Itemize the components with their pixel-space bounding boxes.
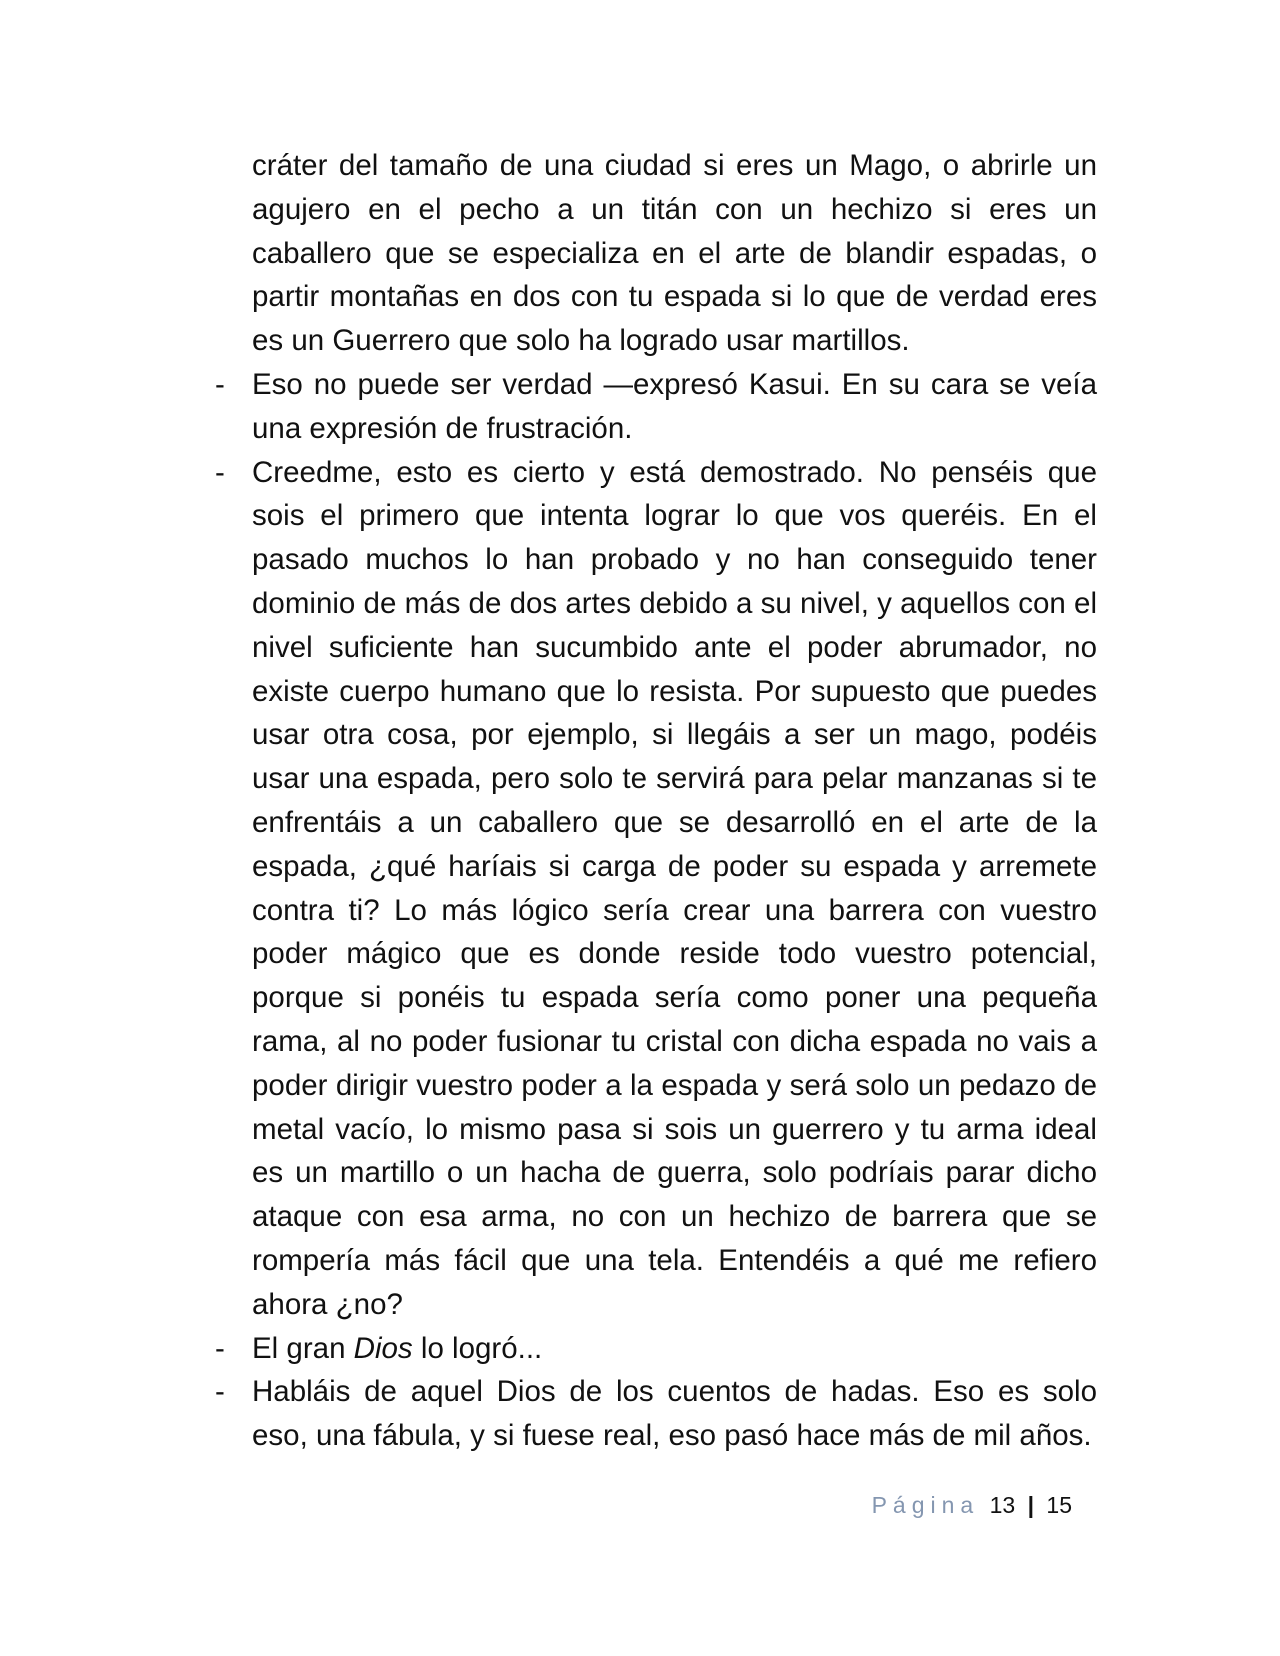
dialogue-italic-text: Dios — [353, 1331, 413, 1365]
page-separator: | — [1027, 1492, 1035, 1518]
dialogue-text: El gran — [252, 1331, 354, 1365]
dialogue-line: - Creedme, esto es cierto y está demostrado. No penséis que sois el primero que intenta lograr lo que vos queréis. En el pasado muchos lo han probado y no han conseguido tener dominio de más de dos artes debido a su nivel, y aquellos con el nivel suficiente han sucumbido ante el poder abrumador, no existe cuerpo humano que lo resista. Por supuesto que puedes usar otra cosa, por ejemplo, si llegáis a ser un mago, podéis usar una espada, pero solo te servirá para pelar manzanas si te enfrentáis a un caballero que se desarrolló en el arte de la espada, ¿qué haríais si carga de poder su espada y arremete contra ti? Lo más lógico sería crear una barrera con vuestro poder mágico que es donde reside todo vuestro potencial, porque si ponéis tu espada sería como poner una pequeña rama, al no poder fusionar tu cristal con dicha espada no vais a poder dirigir vuestro poder a la espada y será solo un pedazo de metal vacío, lo mismo pasa si sois un guerrero y tu arma ideal es un martillo o un hacha de guerra, solo podríais parar dicho ataque con esa arma, no con un hechizo de barrera que se rompería más fácil que una tela. Entendéis a qué me refiero ahora ¿no? — [252, 451, 1097, 1327]
total-pages-number: 15 — [1046, 1492, 1072, 1518]
page-label: Página — [871, 1492, 980, 1518]
dialogue-text: lo logró... — [412, 1331, 543, 1365]
dialogue-line: - Eso no puede ser verdad —expresó Kasui. En su cara se veía una expresión de frustración. — [252, 363, 1097, 451]
paragraph: cráter del tamaño de una ciudad si eres un Mago, o abrirle un agujero en el pecho a un titán con un hechizo si eres un caballero que se especializa en el arte de blandir espadas, o partir montañas en dos con tu espada si lo que de verdad eres es un Guerrero que solo ha logrado usar martillos. — [252, 149, 1097, 358]
current-page-number: 13 — [989, 1492, 1016, 1518]
text-body — [252, 144, 1097, 1458]
dialogue-line — [252, 1327, 1097, 1371]
dialogue-line: - Habláis de aquel Dios de los cuentos de hadas. Eso es solo eso, una fábula, y si fuese real, eso pasó hace más de mil años. — [252, 1370, 1097, 1458]
page-footer — [0, 1490, 1072, 1520]
